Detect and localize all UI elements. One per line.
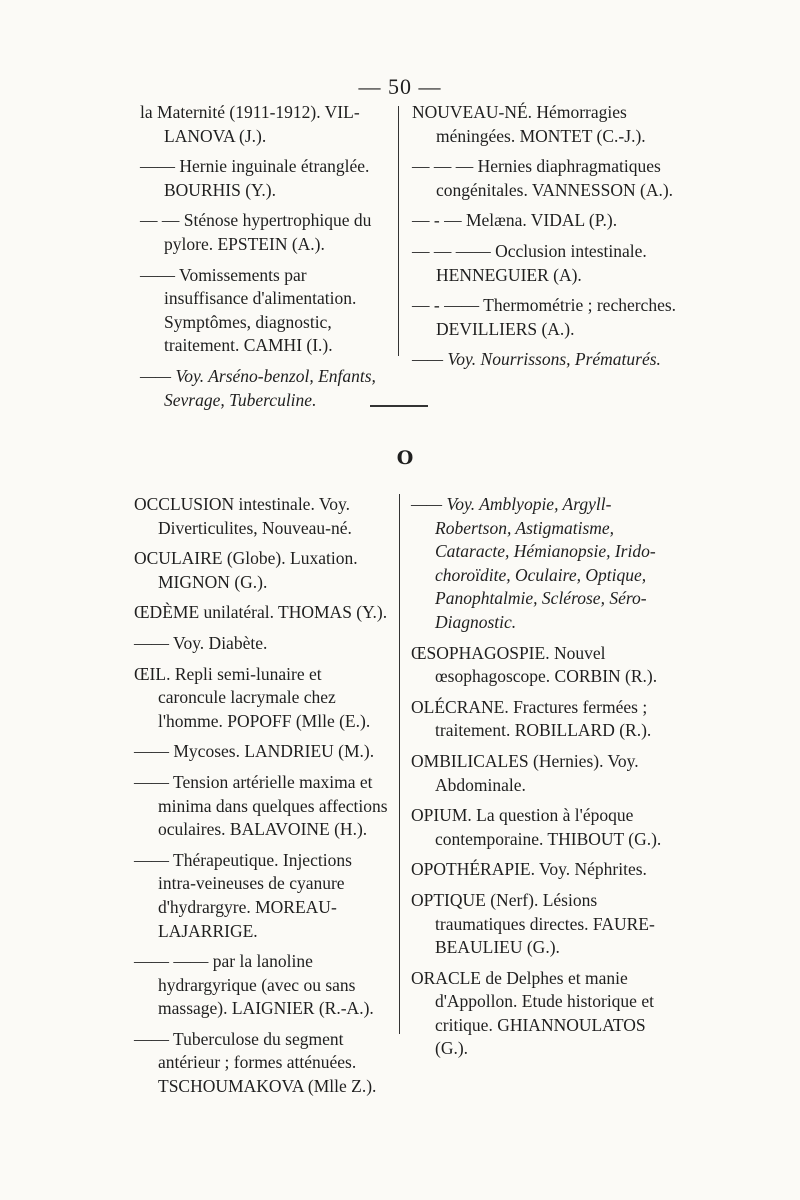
entry: ŒIL. Repli semi-lunaire et caroncule lacrymale chez l'homme. POPOFF (Mlle (E.). bbox=[134, 663, 371, 731]
entry: — — —— Occlusion intestinale. HENNEGUIER (A). bbox=[412, 240, 647, 285]
bottom-right-column bbox=[411, 493, 683, 1068]
entry: —— Voy. Arséno-benzol, Enfants, Sevrage, Tuberculine. bbox=[140, 365, 376, 410]
entry: — - —— Thermométrie ; recherches. DEVILLIERS (A.). bbox=[412, 295, 677, 339]
entry: OPOTHÉRAPIE. Voy. Néphrites. bbox=[411, 859, 647, 880]
entry: —— Hernie inguinale étranglée. BOURHIS (Y.). bbox=[140, 156, 370, 200]
entry: — — — Hernies diaphragmatiques congénitales. VANNESSON (A.). bbox=[412, 156, 674, 200]
entry: —— Thérapeutique. Injections intra-veineuses de cyanure d'hydrargyre. MOREAU-LAJARRIGE. bbox=[134, 849, 352, 941]
entry: —— Tuberculose du segment antérieur ; formes atténuées. TSCHOUMAKOVA (Mlle Z.). bbox=[134, 1028, 377, 1097]
bottom-left-column bbox=[134, 493, 389, 1106]
entry: —— —— par la lanoline hydrargyrique (avec ou sans massage). LAIGNIER (R.-A.). bbox=[134, 951, 374, 1019]
entry: —— Voy. Amblyopie, Argyll-Robertson, Astigmatisme, Cataracte, Hémianopsie, Irido-choroïdite, Oculaire, Optique, Panophtalmie, Sclérose, Séro-Diagnostic. bbox=[411, 494, 656, 632]
column-divider bbox=[399, 494, 400, 1034]
entry: —— Tension artérielle maxima et minima dans quelques affections oculaires. BALAVOINE (H.). bbox=[134, 771, 388, 840]
entry: —— Mycoses. LANDRIEU (M.). bbox=[134, 741, 375, 762]
entry: OCULAIRE (Globe). Luxation. MIGNON (G.). bbox=[134, 548, 358, 592]
entry: ORACLE de Delphes et manie d'Appollon. Etude historique et critique. GHIANNOULATOS (G.). bbox=[411, 967, 654, 1059]
entry: ŒSOPHAGOSPIE. Nouvel œsophagoscope. CORBIN (R.). bbox=[411, 642, 658, 687]
section-separator bbox=[370, 405, 428, 407]
entry: OPTIQUE (Nerf). Lésions traumatiques directes. FAURE-BEAULIEU (G.). bbox=[411, 889, 655, 958]
entry: —— Voy. Nourrissons, Prématurés. bbox=[412, 349, 661, 370]
entry: OLÉCRANE. Fractures fermées ; traitement. ROBILLARD (R.). bbox=[411, 696, 652, 741]
top-right-column bbox=[412, 101, 682, 379]
entry: OCCLUSION intestinale. Voy. Diverticulites, Nouveau-né. bbox=[134, 494, 352, 538]
entry: OPIUM. La question à l'époque contemporaine. THIBOUT (G.). bbox=[411, 805, 662, 849]
entry: —— Vomissements par insuffisance d'alimentation. Symptômes, diagnostic, traitement. CAMHI (I.). bbox=[140, 264, 357, 356]
top-left-column bbox=[140, 101, 390, 419]
entry: — — Sténose hypertrophique du pylore. EPSTEIN (A.). bbox=[140, 210, 372, 254]
entry: OMBILICALES (Hernies). Voy. Abdominale. bbox=[411, 750, 639, 795]
entry: la Maternité (1911-1912). VIL-LANOVA (J.). bbox=[140, 102, 360, 146]
entry: —— Voy. Diabète. bbox=[134, 632, 268, 653]
entry: — - — Melæna. VIDAL (P.). bbox=[412, 210, 618, 231]
section-letter: O bbox=[396, 447, 414, 469]
column-divider bbox=[398, 106, 399, 356]
entry: NOUVEAU-NÉ. Hémorragies méningées. MONTET (C.-J.). bbox=[412, 102, 646, 146]
entry: ŒDÈME unilatéral. THOMAS (Y.). bbox=[134, 602, 388, 623]
page-number: — 50 — bbox=[358, 74, 442, 99]
